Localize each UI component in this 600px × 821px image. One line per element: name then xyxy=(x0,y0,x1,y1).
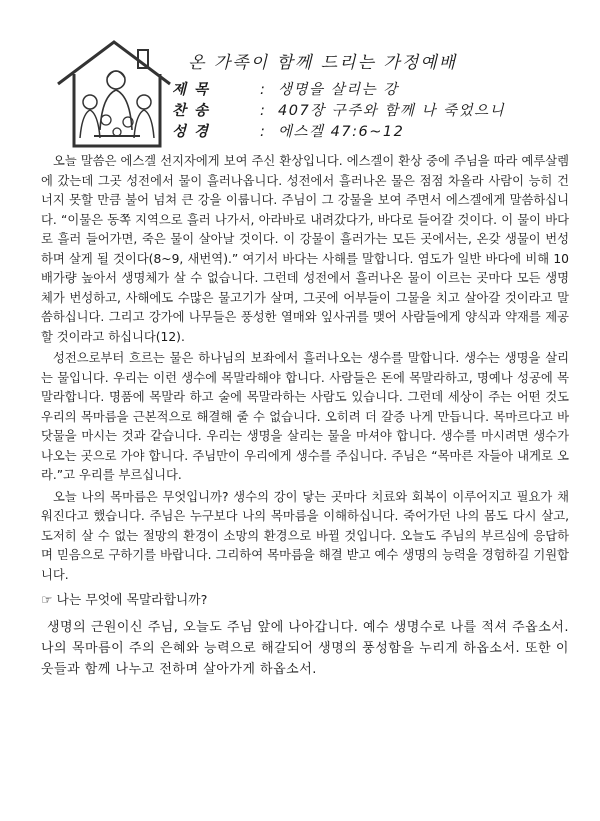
hymn-label: 찬 송 xyxy=(172,103,210,119)
scripture-value: 에스겔 47:6~12 xyxy=(278,124,405,140)
sermon-paragraph: 성전으로부터 흐르는 물은 하나님의 보좌에서 흘러나오는 생수를 말합니다. 생수는 생명을 살리는 물입니다. 우리는 이런 생수에 목말라해야 합니다. 사람들은 돈에 목말라하고, 명예나 성공에 목말라합니다. 명품에 목말라 하고 술에 목말라하는 사람도 있습니다. 그런데 세상이 주는 어떤 것도 우리의 목마름을 근본적으로 해결해 줄 수 없습니다. 오히려 더 갈증 나게 만듭니다. 목마르다고 바닷물을 마시는 것과 같습니다. 우리는 생명을 살리는 물을 마셔야 합니다. 생수를 마시려면 생수가 나오는 곳으로 가야 합니다. 주님만이 우리에게 생수를 주십니다. 주님은 “목마른 자들아 내게로 오라.”고 우리를 부르십니다. xyxy=(41,351,569,482)
scripture-label: 성 경 xyxy=(172,124,210,140)
worship-info xyxy=(172,80,592,143)
page-title: 온 가족이 함께 드리는 가정예배 xyxy=(188,53,458,73)
hymn-separator: : xyxy=(260,103,267,119)
scripture-row xyxy=(172,122,592,143)
hymn-value: 407장 구주와 함께 나 죽었으니 xyxy=(278,103,506,119)
hymn-row xyxy=(172,101,592,122)
theme-value: 생명을 살리는 강 xyxy=(278,82,399,98)
sermon-paragraph: 오늘 말씀은 에스겔 선지자에게 보여 주신 환상입니다. 에스겔이 환상 중에 주님을 따라 예루살렘에 갔는데 그곳 성전에서 물이 흘러나옵니다. 성전에서 흘러나온 물은 점점 차올라 사람이 능히 건너지 못할 만큼 불어 넘쳐 큰 강을 이룹니다. 주님이 그 강물을 보여 주면서 에스겔에게 말씀하십니다. “이물은 동쪽 지역으로 흘러 나가서, 아라바로 내려갔다가, 바다로 들어갈 것이다. 이 물이 바다로 흘러 들어가면, 죽은 물이 살아날 것이다. 이 강물이 흘러가는 모든 곳에서는, 온갖 생물이 번성하며 살게 될 것이다(8~9, 새번역).” 여기서 바다는 사해를 말합니다. 염도가 일반 바다에 비해 10배가량 높아서 생명체가 살 수 없습니다. 그런데 성전에서 흘러나온 물이 이르는 곳마다 모든 생명체가 번성하고, 사해에도 수많은 물고기가 살며, 그곳에 어부들이 그물을 치고 살아갈 것이라고 말씀하십니다. 그리고 강가에 나무들은 풍성한 열매와 잎사귀를 맺어 사람들에게 양식과 약재를 제공할 것이라고 하십니다(12). xyxy=(41,154,569,344)
closing-prayer: 생명의 근원이신 주님, 오늘도 주님 앞에 나아갑니다. 예수 생명수로 나를 적셔 주옵소서. 나의 목마름이 주의 은혜와 능력으로 해갈되어 생명의 풍성함을 누리게 하옵소서. 또한 이웃들과 함께 나누고 전하며 살아가게 하옵소서. xyxy=(41,619,569,677)
header xyxy=(0,0,600,160)
scripture-separator: : xyxy=(260,124,267,140)
theme-row xyxy=(172,80,592,101)
theme-label: 제 목 xyxy=(172,82,210,98)
reflection-question: ☞ 나는 무엇에 목말라합니까? xyxy=(41,593,208,608)
sermon-body xyxy=(41,152,569,680)
sermon-paragraph: 오늘 나의 목마름은 무엇입니까? 생수의 강이 닿는 곳마다 치료와 회복이 이루어지고 필요가 채워진다고 했습니다. 주님은 누구보다 나의 목마름을 이해하십니다. 죽어가던 나의 몸도 다시 살고, 도저히 살 수 없는 절망의 환경이 소망의 환경으로 바뀔 것입니다. 오늘도 주님의 부르심에 응답하며 믿음으로 구하기를 바랍니다. 그리하여 목마름을 해결 받고 예수 생명의 능력을 경험하길 기원합니다. xyxy=(41,489,569,582)
family-house-logo xyxy=(54,38,174,150)
theme-separator: : xyxy=(260,82,267,98)
